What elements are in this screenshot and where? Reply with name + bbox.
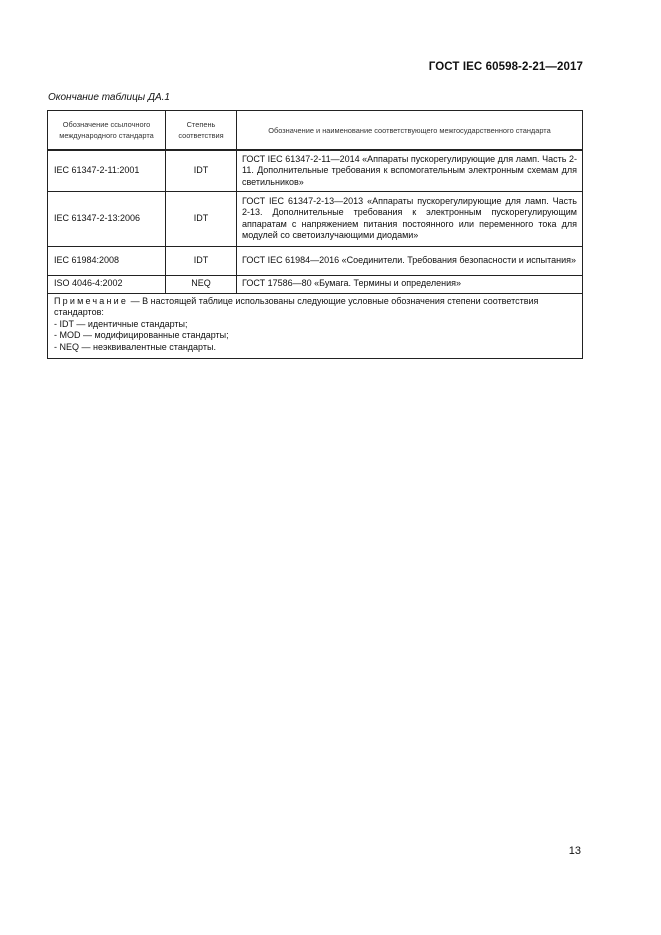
note-item: - NEQ — неэквивалентные стандарты. — [54, 341, 216, 352]
degree-cell: IDT — [166, 246, 237, 275]
note-text: — В настоящей таблице использованы следующие условные обозначения степени соответствия стандартов: — [54, 295, 539, 317]
international-standard-cell: IEC 61984:2008 — [48, 246, 166, 275]
table-header-row — [48, 111, 583, 151]
degree-cell: IDT — [166, 150, 237, 191]
degree-cell: NEQ — [166, 275, 237, 293]
column-header-degree: Степень соответствия — [166, 111, 237, 151]
standards-correspondence-table — [47, 110, 583, 359]
page-number: 13 — [568, 845, 581, 857]
document-header: ГОСТ IEC 60598-2-21—2017 — [428, 61, 583, 73]
degree-cell: IDT — [166, 191, 237, 246]
note-label: Примечание — [54, 295, 129, 306]
international-standard-cell: IEC 61347-2-13:2006 — [48, 191, 166, 246]
column-header-international: Обозначение ссылочного международного стандарта — [48, 111, 166, 151]
table-row — [48, 275, 583, 293]
note-item: - MOD — модифицированные стандарты; — [54, 330, 229, 340]
national-standard-cell: ГОСТ IEC 61984—2016 «Соединители. Требования безопасности и испытания» — [237, 246, 583, 275]
national-standard-cell: ГОСТ IEC 61347-2-13—2013 «Аппараты пускорегулирующие для ламп. Часть 2-13. Дополнительные требования к электронным пускорегулирующим аппаратам с напряжением питания постоянного или переменного тока для модулей со светоизлучающими диодами» — [237, 191, 583, 246]
table-row — [48, 150, 583, 191]
note-item: - IDT — идентичные стандарты; — [54, 318, 188, 329]
table-note — [48, 293, 583, 359]
table-caption: Окончание таблицы ДА.1 — [48, 92, 170, 103]
national-standard-cell: ГОСТ IEC 61347-2-11—2014 «Аппараты пускорегулирующие для ламп. Часть 2-11. Дополнительные требования к вспомогательным электронным схемам для светильников» — [237, 150, 583, 191]
table-row — [48, 246, 583, 275]
table-note-row — [48, 293, 583, 359]
column-header-national: Обозначение и наименование соответствующего межгосударственного стандарта — [237, 111, 583, 151]
international-standard-cell: IEC 61347-2-11:2001 — [48, 150, 166, 191]
table-row — [48, 191, 583, 246]
note-intro — [54, 296, 576, 319]
national-standard-cell: ГОСТ 17586—80 «Бумага. Термины и определения» — [237, 275, 583, 293]
international-standard-cell: ISO 4046-4:2002 — [48, 275, 166, 293]
